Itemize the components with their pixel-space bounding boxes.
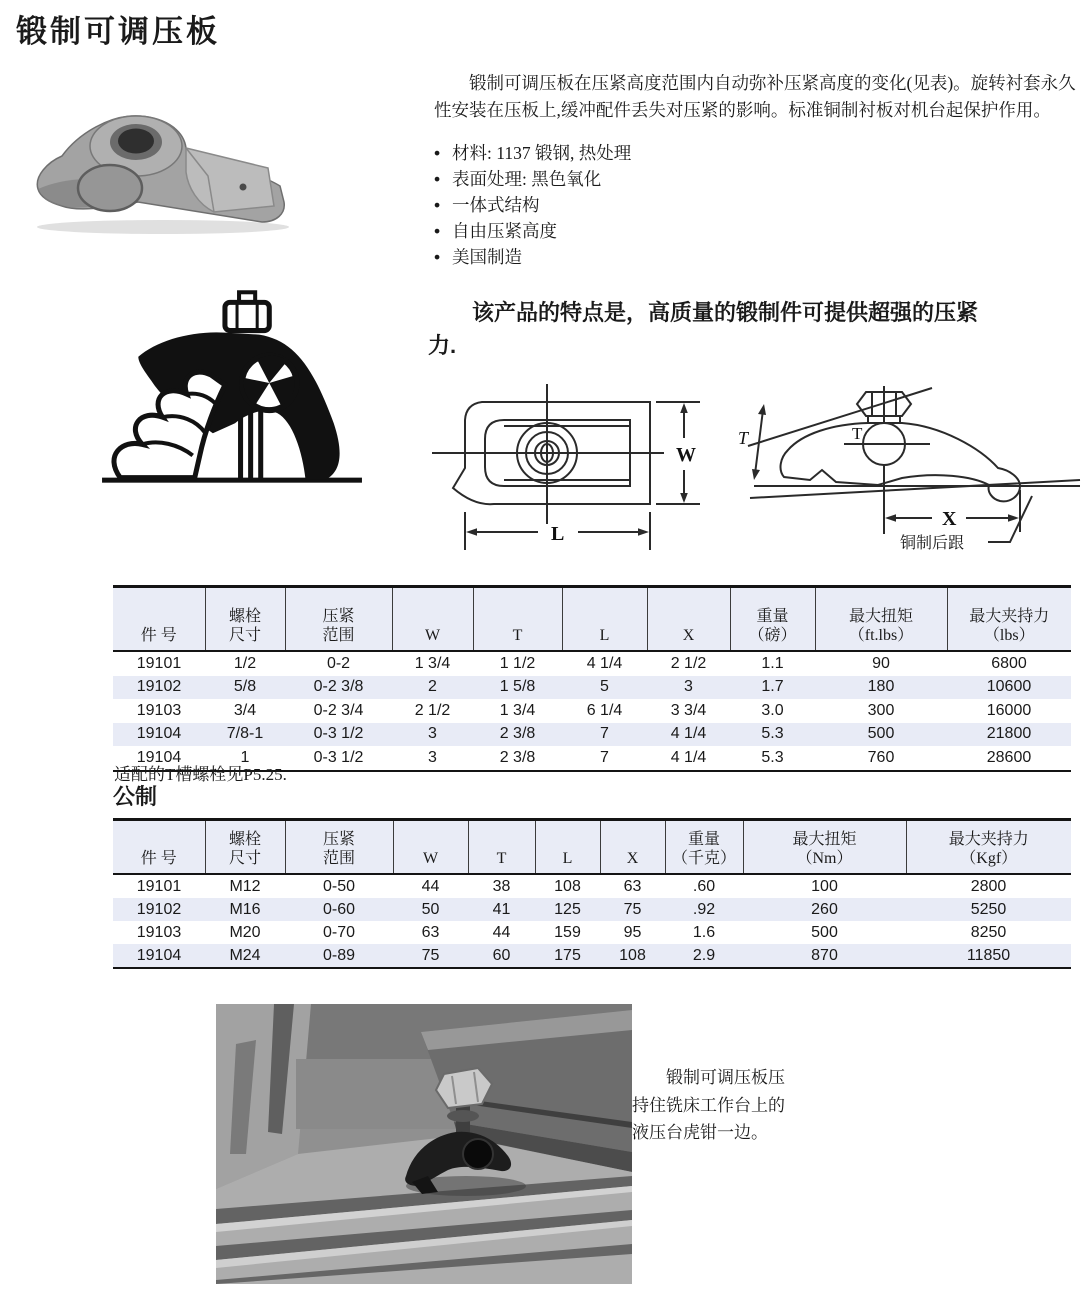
photo-caption: 锻制可调压板压持住铣床工作台上的液压台虎钳一边。 (632, 1068, 785, 1142)
column-header: 最大扭矩 （Nm） (743, 820, 906, 875)
dim-label-x: X (942, 508, 957, 530)
table-cell: 1/2 (233, 654, 257, 672)
clamp-in-use-art (96, 290, 368, 492)
feature-item: • 美国制造 (434, 244, 1076, 270)
table-cell: 1 1/2 (499, 654, 536, 672)
table-cell: 3 (684, 678, 693, 696)
table-cell: 2 3/8 (499, 725, 536, 743)
table-cell: 2 3/8 (473, 746, 562, 771)
table-cell: 1 3/4 (499, 701, 536, 719)
column-header: L (562, 587, 647, 652)
table-cell: 108 (600, 944, 665, 968)
page-title: 锻制可调压板 (16, 14, 220, 49)
table-cell: 50 (421, 900, 440, 918)
forged-clamp-photo-art (18, 84, 304, 238)
feature-statement: 该产品的特点是，高质量的锻制件可提供超强的压紧力. (428, 300, 979, 358)
table-cell: 6 1/4 (586, 701, 623, 719)
application-photo (216, 1004, 632, 1284)
column-header: 螺栓 尺寸 (205, 587, 285, 652)
table-cell: 5250 (970, 900, 1007, 918)
table-cell: 7/8-1 (226, 725, 264, 743)
feature-item: • 表面处理: 黑色氧化 (434, 166, 1076, 192)
column-header: T (473, 587, 562, 652)
table-cell: 500 (867, 725, 895, 743)
column-header: 螺栓 尺寸 (205, 820, 285, 875)
application-photo-art (216, 1004, 632, 1284)
table-cell: 38 (492, 877, 511, 895)
table-cell: 3 (428, 725, 437, 743)
table-cell: 2.9 (665, 944, 743, 968)
column-header: 压紧 范围 (285, 820, 393, 875)
table-row (113, 921, 1071, 944)
header-row (113, 820, 1071, 875)
table-cell: 100 (811, 877, 838, 895)
table-cell: 8250 (970, 923, 1007, 941)
table-cell: 0-2 3/8 (313, 678, 364, 696)
table-cell: 3.0 (761, 701, 784, 719)
table-cell: 5 (600, 678, 609, 696)
table-row (113, 676, 1071, 700)
table-cell: 175 (535, 944, 600, 968)
column-header: 最大夹持力 （lbs） (947, 587, 1071, 652)
dim-label-t: T (852, 424, 863, 443)
table-cell: 19103 (136, 701, 182, 719)
table-cell: 2 1/2 (414, 701, 451, 719)
column-header: 重量 （千克） (665, 820, 743, 875)
dimension-drawings-art (432, 382, 1088, 560)
hex-nut (225, 302, 269, 330)
table-cell: 19104 (113, 944, 205, 968)
table-cell: 0-2 3/4 (313, 701, 364, 719)
table-cell: 0-3 1/2 (285, 746, 392, 771)
clamp-illustration (96, 290, 368, 492)
heel-label: 铜制后跟 (900, 535, 965, 552)
column-header: 重量 （磅） (730, 587, 815, 652)
column-header: W (393, 820, 468, 875)
table-cell: .92 (692, 900, 716, 918)
table-row (113, 651, 1071, 676)
table-cell: 0-50 (322, 877, 356, 895)
tslot-note: 适配的T槽螺栓见P5.25. (114, 765, 287, 784)
table-row (113, 699, 1071, 723)
column-header: X (647, 587, 730, 652)
hex-nut (436, 1068, 492, 1108)
table-cell: 0-60 (322, 900, 356, 918)
feature-item: • 一体式结构 (434, 192, 1076, 218)
dim-label-w: W (676, 444, 696, 466)
table-cell: 4 1/4 (670, 725, 707, 743)
table-cell: 159 (554, 923, 581, 941)
column-header: 件 号 (113, 587, 205, 652)
column-header: 件 号 (113, 820, 205, 875)
imperial-spec-table (113, 585, 1071, 772)
table-cell: 19104 (136, 725, 182, 743)
table-cell: 28600 (947, 746, 1071, 771)
product-photo (18, 84, 304, 238)
table-cell: 44 (421, 877, 440, 895)
table-cell: 11850 (906, 944, 1071, 968)
side-view (738, 386, 1080, 552)
table-cell: 60 (468, 944, 535, 968)
photo-shadow (37, 220, 289, 234)
table-cell: 260 (811, 900, 838, 918)
table-cell: M24 (205, 944, 285, 968)
table-cell: 1.6 (692, 923, 716, 941)
dim-label-t-italic: T (738, 428, 749, 448)
dim-label-l: L (551, 523, 565, 545)
table-cell: 870 (743, 944, 906, 968)
metric-spec-table (113, 818, 1071, 969)
column-header: T (468, 820, 535, 875)
table-cell: 108 (554, 877, 581, 895)
table-cell: 7 (562, 746, 647, 771)
table-cell: 19102 (136, 678, 182, 696)
table-cell: 0-89 (285, 944, 393, 968)
table-cell: 125 (554, 900, 581, 918)
table-cell: 2 1/2 (670, 654, 707, 672)
feature-item: • 材料: 1137 锻钢, 热处理 (434, 140, 1076, 166)
column-header: L (535, 820, 600, 875)
table-cell: 5/8 (233, 678, 257, 696)
table-cell: 1.1 (761, 654, 784, 672)
table-row (113, 898, 1071, 921)
table-cell: 41 (492, 900, 511, 918)
table-cell: 0-3 1/2 (313, 725, 364, 743)
table-cell: 4 1/4 (647, 746, 730, 771)
table-cell: 19101 (136, 654, 182, 672)
table-cell: 1 (205, 746, 285, 771)
table-cell: 75 (623, 900, 642, 918)
intro-paragraph: 锻制可调压板在压紧高度范围内自动弥补压紧高度的变化(见表)。旋转衬套永久性安装在压板上,缓冲配件丢失对压紧的影响。标准铜制衬板对机台起保护作用。 (434, 73, 1076, 120)
table-cell: 0-2 (326, 654, 351, 672)
table-cell: M20 (229, 923, 261, 941)
table-cell: 10600 (986, 678, 1032, 696)
table-cell: 63 (623, 877, 642, 895)
table-cell: M16 (229, 900, 261, 918)
clamp-boss (463, 1139, 493, 1169)
header-row (113, 587, 1071, 652)
table-cell: 3/4 (233, 701, 257, 719)
column-header: W (392, 587, 473, 652)
table-row (113, 874, 1071, 898)
table-cell: M12 (229, 877, 261, 895)
table-cell: 5.3 (730, 746, 815, 771)
table-cell: 0-70 (322, 923, 356, 941)
table-cell: 7 (600, 725, 609, 743)
table-cell: 180 (867, 678, 895, 696)
feature-item: • 自由压紧高度 (434, 218, 1076, 244)
table-cell: 19104 (113, 746, 205, 771)
metric-heading: 公制 (113, 784, 158, 809)
table-cell: 1.7 (761, 678, 784, 696)
table-cell: 19102 (136, 900, 182, 918)
table-cell: 4 1/4 (586, 654, 623, 672)
table-cell: 19101 (136, 877, 182, 895)
table-cell: 3 (392, 746, 473, 771)
column-header: X (600, 820, 665, 875)
table-cell: 63 (421, 923, 440, 941)
column-header: 压紧 范围 (285, 587, 392, 652)
serrated-washer (447, 1110, 479, 1122)
rotary-bushing (78, 165, 142, 211)
table-cell: 760 (815, 746, 947, 771)
dimension-drawings (432, 382, 1088, 560)
table-row (113, 723, 1071, 747)
intro-block (434, 70, 1076, 270)
table-cell: 16000 (986, 701, 1032, 719)
table-cell: 21800 (986, 725, 1032, 743)
table-row (113, 944, 1071, 968)
table-cell: .60 (692, 877, 716, 895)
bolt-hole (118, 129, 154, 154)
top-view (432, 384, 700, 550)
table-cell: 300 (867, 701, 895, 719)
table-cell: 500 (811, 923, 838, 941)
table-cell: 3 3/4 (670, 701, 707, 719)
column-header: 最大夹持力 （Kgf） (906, 820, 1071, 875)
table-cell: 90 (872, 654, 890, 672)
feature-list (434, 140, 1076, 270)
table-cell: 2800 (970, 877, 1007, 895)
table-cell: 1 3/4 (414, 654, 451, 672)
table-cell: 2 (428, 678, 437, 696)
table-cell: 75 (393, 944, 468, 968)
table-cell: 95 (623, 923, 642, 941)
table-cell: 44 (492, 923, 511, 941)
column-header: 最大扭矩 （ft.lbs） (815, 587, 947, 652)
table-cell: 6800 (991, 654, 1027, 672)
nose-dimple (240, 184, 247, 191)
table-cell: 19103 (136, 923, 182, 941)
table-cell: 5.3 (761, 725, 784, 743)
table-cell: 1 5/8 (499, 678, 536, 696)
